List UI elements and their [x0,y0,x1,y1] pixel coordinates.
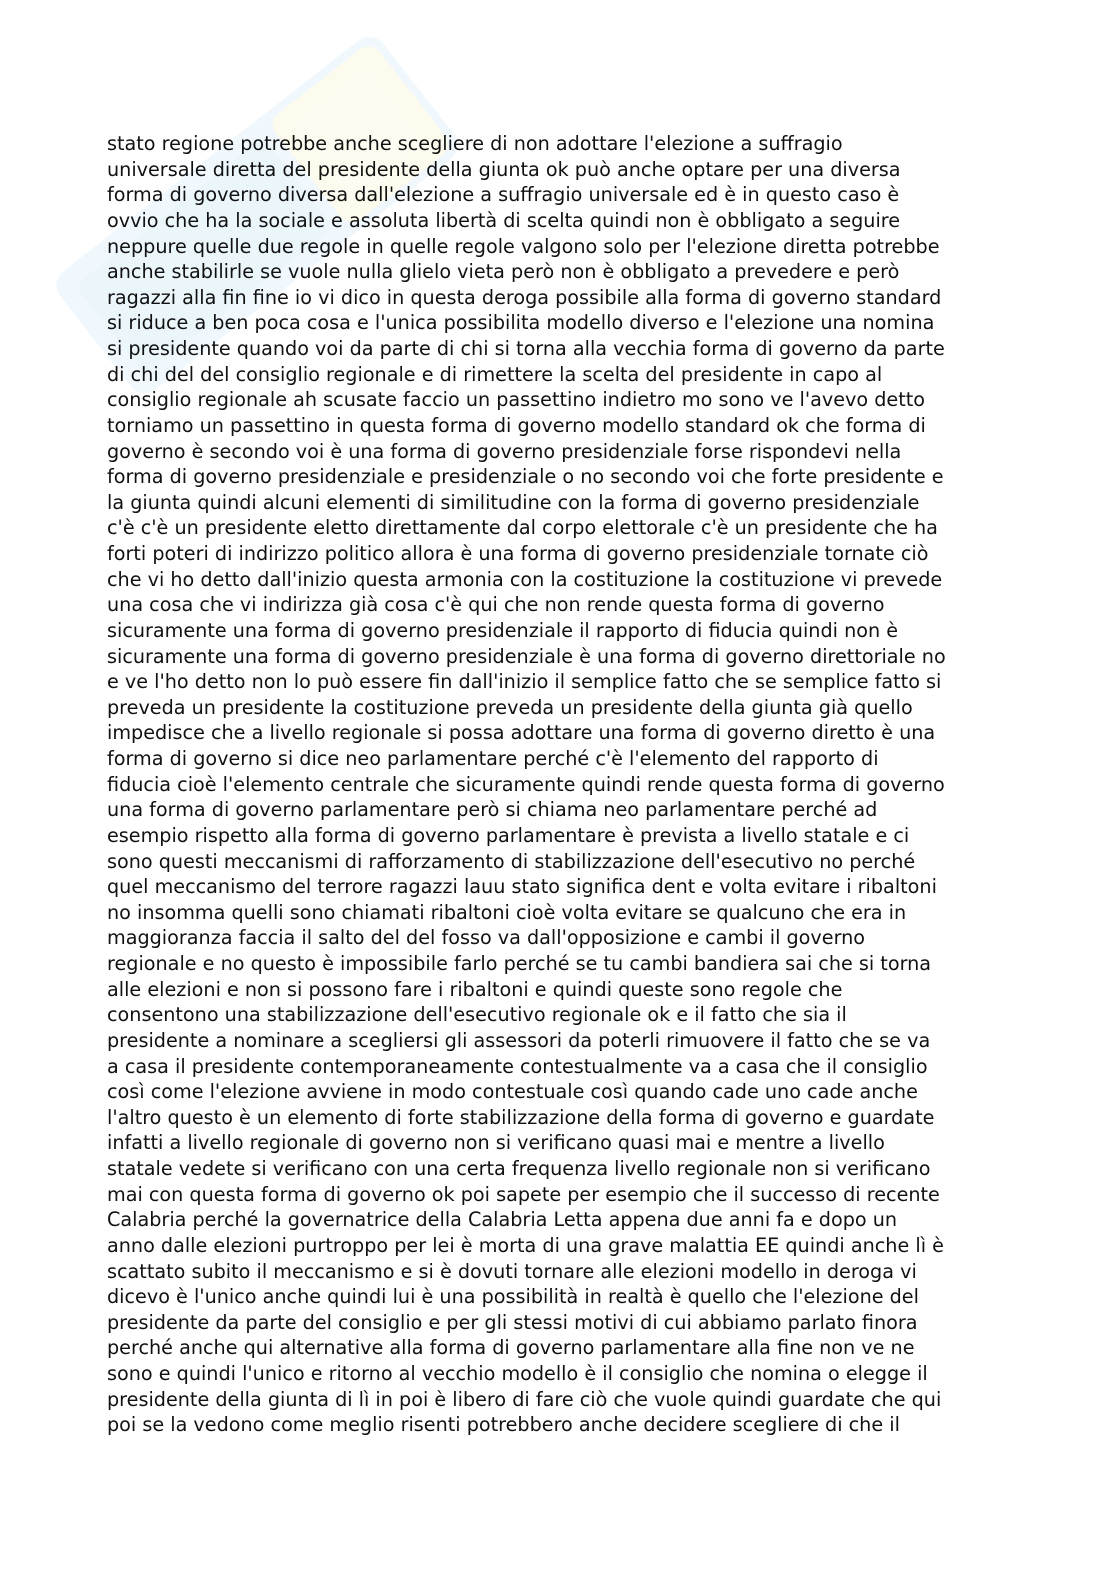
text-line: torniamo un passettino in questa forma di governo modello standard ok che forma di [107,413,926,437]
text-line: governo è secondo voi è una forma di governo presidenziale forse rispondevi nella [107,439,902,463]
text-line: alle elezioni e non si possono fare i ribaltoni e quindi queste sono regole che [107,977,843,1001]
text-line: presidente della giunta di lì in poi è libero di fare ciò che vuole quindi guardate che qui [107,1387,942,1411]
text-line: consentono una stabilizzazione dell'esecutivo regionale ok e il fatto che sia il [107,1003,847,1027]
text-line: neppure quelle due regole in quelle regole valgono solo per l'elezione diretta potrebbe [107,234,940,258]
text-line: e ve l'ho detto non lo può essere fin dall'inizio il semplice fatto che se semplice fatto si [107,670,942,694]
body-text [107,131,1012,1438]
text-line: sono questi meccanismi di rafforzamento di stabilizzazione dell'esecutivo no perché [107,849,916,873]
text-line: mai con questa forma di governo ok poi sapete per esempio che il successo di recente [107,1182,940,1206]
text-line: sono e quindi l'unico e ritorno al vecchio modello è il consiglio che nomina o elegge il [107,1362,928,1385]
text-line: presidente da parte del consiglio e per gli stessi motivi di cui abbiamo parlato finora [107,1310,918,1334]
text-line: stato regione potrebbe anche scegliere di non adottare l'elezione a suffragio [107,132,843,155]
text-line: universale diretta del presidente della giunta ok può anche optare per una diversa [107,157,901,181]
text-line: esempio rispetto alla forma di governo parlamentare è prevista a livello statale e ci [107,823,910,847]
text-line: quel meccanismo del terrore ragazzi lauu stato significa dent e volta evitare i ribaltoni [107,875,937,899]
text-line: perché anche qui alternative alla forma di governo parlamentare alla fine non ve ne [107,1336,915,1360]
text-line: preveda un presidente la costituzione preveda un presidente della giunta già quello [107,695,913,719]
text-line: sicuramente una forma di governo presidenziale il rapporto di fiducia quindi non è [107,618,899,642]
text-line: consiglio regionale ah scusate faccio un passettino indietro mo sono ve l'avevo detto [107,388,925,412]
text-line: ragazzi alla fin fine io vi dico in questa deroga possibile alla forma di governo standard [107,285,942,309]
text-line: l'altro questo è un elemento di forte stabilizzazione della forma di governo e guardate [107,1105,935,1129]
text-line: anno dalle elezioni purtroppo per lei è morta di una grave malattia EE quindi anche lì è [107,1233,944,1257]
text-line: infatti a livello regionale di governo non si verificano quasi mai e mentre a livello [107,1131,885,1155]
text-line: impedisce che a livello regionale si possa adottare una forma di governo diretto è una [107,721,936,745]
text-line: che vi ho detto dall'inizio questa armonia con la costituzione la costituzione vi prevede [107,567,943,591]
text-line: forma di governo si dice neo parlamentare perché c'è l'elemento del rapporto di [107,747,879,770]
text-line: di chi del del consiglio regionale e di rimettere la scelta del presidente in capo al [107,362,883,386]
text-line: fiducia cioè l'elemento centrale che sicuramente quindi rende questa forma di governo [107,772,945,796]
text-line: regionale e no questo è impossibile farlo perché se tu cambi bandiera sai che si torna [107,952,932,975]
text-line: forma di governo presidenziale e presidenziale o no secondo voi che forte presidente e [107,465,944,489]
text-line: una forma di governo parlamentare però si chiama neo parlamentare perché ad [107,798,878,822]
text-line: c'è c'è un presidente eletto direttamente dal corpo elettorale c'è un presidente che ha [107,516,938,540]
text-line: la giunta quindi alcuni elementi di similitudine con la forma di governo presidenziale [107,490,920,514]
text-line: una cosa che vi indirizza già cosa c'è qui che non rende questa forma di governo [107,593,885,617]
text-line: poi se la vedono come meglio risenti potrebbero anche decidere scegliere di che il [107,1413,900,1437]
text-line: no insomma quelli sono chiamati ribaltoni cioè volta evitare se qualcuno che era in [107,900,907,924]
text-line: dicevo è l'unico anche quindi lui è una possibilità in realtà è quello che l'elezione del [107,1285,919,1309]
text-line: forma di governo diversa dall'elezione a suffragio universale ed è in questo caso è [107,183,900,207]
text-line: maggioranza faccia il salto del del fosso va dall'opposizione e cambi il governo [107,926,866,950]
text-line: sicuramente una forma di governo presidenziale è una forma di governo direttoriale no [107,644,946,668]
text-line: a casa il presidente contemporaneamente contestualmente va a casa che il consiglio [107,1054,928,1078]
text-line: Calabria perché la governatrice della Calabria Letta appena due anni fa e dopo un [107,1208,898,1232]
text-line: si riduce a ben poca cosa e l'unica possibilita modello diverso e l'elezione una nomina [107,311,935,335]
text-line: anche stabilirle se vuole nulla glielo vieta però non è obbligato a prevedere e però [107,260,900,284]
text-line: si presidente quando voi da parte di chi si torna alla vecchia forma di governo da parte [107,337,945,360]
text-line: presidente a nominare a scegliersi gli assessori da poterli rimuovere il fatto che se va [107,1028,931,1052]
text-line: così come l'elezione avviene in modo contestuale così quando cade uno cade anche [107,1080,918,1104]
text-line: forti poteri di indirizzo politico allora è una forma di governo presidenziale tornate ciò [107,542,929,565]
text-line: scattato subito il meccanismo e si è dovuti tornare alle elezioni modello in deroga vi [107,1259,917,1283]
text-line: ovvio che ha la sociale e assoluta libertà di scelta quindi non è obbligato a seguire [107,208,901,232]
text-line: statale vedete si verificano con una certa frequenza livello regionale non si verificano [107,1157,931,1180]
